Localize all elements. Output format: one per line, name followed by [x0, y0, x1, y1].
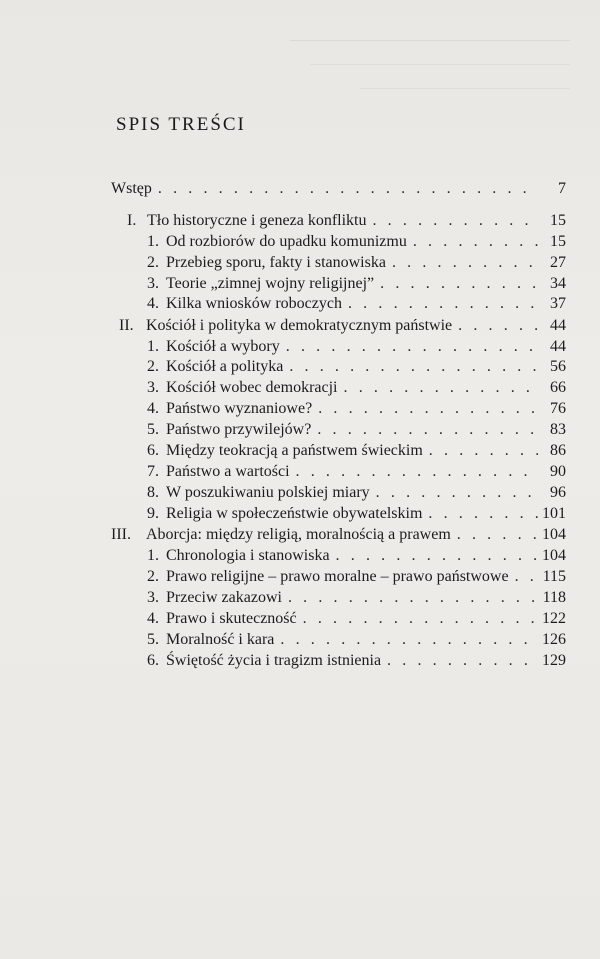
leader-dots	[158, 179, 538, 199]
toc-chapter[interactable]	[147, 232, 566, 252]
toc-chapter[interactable]	[147, 609, 566, 629]
toc-entry-page: 7	[558, 180, 566, 197]
chapter-number: 6.	[147, 442, 159, 459]
leader-dots	[372, 211, 538, 231]
leader-dots	[318, 399, 538, 419]
toc-chapter[interactable]	[147, 588, 566, 608]
part-page: 104	[542, 526, 566, 543]
page-title: SPIS TREŚCI	[116, 114, 246, 135]
chapter-label: Od rozbiorów do upadku komunizmu	[166, 233, 407, 250]
toc-chapter[interactable]	[147, 294, 566, 314]
toc-part-2[interactable]	[119, 316, 566, 336]
part-number: I.	[127, 212, 137, 229]
toc-chapter[interactable]	[147, 546, 566, 566]
chapter-label: Przeciw zakazowi	[166, 589, 282, 606]
leader-dots	[392, 253, 538, 273]
chapter-label: Kościół wobec demokracji	[166, 379, 338, 396]
chapter-page: 96	[550, 484, 566, 501]
toc-chapter[interactable]	[147, 420, 566, 440]
toc-chapter[interactable]	[147, 630, 566, 650]
chapter-label: Prawo i skuteczność	[166, 610, 297, 627]
leader-dots	[280, 630, 538, 650]
chapter-number: 4.	[147, 400, 159, 417]
chapter-page: 27	[550, 254, 566, 271]
chapter-label: Między teokracją a państwem świeckim	[166, 442, 423, 459]
part-number: II.	[119, 317, 134, 334]
leader-dots	[288, 588, 538, 608]
leader-dots	[457, 525, 538, 545]
toc-chapter[interactable]	[147, 337, 566, 357]
chapter-page: 126	[542, 631, 566, 648]
chapter-label: Państwo przywilejów?	[166, 421, 312, 438]
chapter-number: 7.	[147, 463, 159, 480]
chapter-number: 5.	[147, 421, 159, 438]
chapter-page: 86	[550, 442, 566, 459]
chapter-number: 3.	[147, 589, 159, 606]
chapter-page: 76	[550, 400, 566, 417]
leader-dots	[303, 609, 538, 629]
chapter-number: 6.	[147, 652, 159, 669]
leader-dots	[336, 546, 538, 566]
leader-dots	[376, 483, 538, 503]
chapter-page: 104	[542, 547, 566, 564]
part-label: Aborcja: między religią, moralnością a prawem	[146, 526, 451, 543]
part-page: 15	[550, 212, 566, 229]
part-label: Kościół i polityka w demokratycznym państwie	[146, 317, 453, 334]
leader-dots	[515, 567, 538, 587]
toc-chapter[interactable]	[147, 483, 566, 503]
leader-dots	[317, 420, 538, 440]
chapter-number: 3.	[147, 275, 159, 292]
leader-dots	[428, 504, 538, 524]
leader-dots	[286, 337, 538, 357]
chapter-page: 115	[542, 568, 566, 585]
chapter-label: Kościół a polityka	[166, 358, 284, 375]
chapter-page: 15	[550, 233, 566, 250]
chapter-page: 66	[550, 379, 566, 396]
chapter-number: 2.	[147, 358, 159, 375]
chapter-number: 1.	[147, 547, 159, 564]
chapter-label: Chronologia i stanowiska	[166, 547, 330, 564]
toc-chapter[interactable]	[147, 274, 566, 294]
chapter-label: W poszukiwaniu polskiej miary	[166, 484, 370, 501]
leader-dots	[289, 357, 538, 377]
bleed-through-shadow	[290, 40, 570, 51]
chapter-number: 3.	[147, 379, 159, 396]
leader-dots	[429, 441, 538, 461]
part-page: 44	[550, 317, 566, 334]
chapter-label: Państwo a wartości	[166, 463, 290, 480]
chapter-page: 90	[550, 463, 566, 480]
chapter-page: 56	[550, 358, 566, 375]
toc-entry-intro[interactable]	[111, 179, 566, 199]
toc-chapter[interactable]	[147, 651, 566, 671]
chapter-number: 2.	[147, 568, 159, 585]
chapter-number: 8.	[147, 484, 159, 501]
chapter-page: 122	[542, 610, 566, 627]
toc-chapter[interactable]	[147, 378, 566, 398]
chapter-label: Kilka wniosków roboczych	[166, 295, 342, 312]
chapter-label: Religia w społeczeństwie obywatelskim	[166, 505, 423, 522]
toc-chapter[interactable]	[147, 357, 566, 377]
toc-part-3[interactable]	[111, 525, 566, 545]
chapter-number: 4.	[147, 610, 159, 627]
chapter-number: 2.	[147, 254, 159, 271]
chapter-label: Prawo religijne – prawo moralne – prawo państwowe	[166, 568, 509, 585]
toc-chapter[interactable]	[147, 462, 566, 482]
leader-dots	[344, 378, 539, 398]
toc-chapter[interactable]	[147, 399, 566, 419]
bleed-through-shadow	[310, 64, 570, 75]
chapter-label: Państwo wyznaniowe?	[166, 400, 313, 417]
chapter-label: Teorie „zimnej wojny religijnej”	[166, 275, 375, 292]
leader-dots	[413, 232, 538, 252]
chapter-page: 129	[542, 652, 566, 669]
chapter-number: 1.	[147, 338, 159, 355]
bleed-through-shadow	[360, 88, 570, 99]
chapter-page: 34	[550, 275, 566, 292]
chapter-number: 5.	[147, 631, 159, 648]
chapter-label: Przebieg sporu, fakty i stanowiska	[166, 254, 386, 271]
leader-dots	[387, 651, 538, 671]
toc-chapter[interactable]	[147, 567, 566, 587]
chapter-label: Kościół a wybory	[166, 338, 280, 355]
chapter-page: 101	[542, 505, 566, 522]
toc-chapter[interactable]	[147, 441, 566, 461]
part-number: III.	[111, 526, 131, 543]
chapter-page: 37	[550, 295, 566, 312]
chapter-label: Moralność i kara	[166, 631, 275, 648]
chapter-page: 118	[542, 589, 566, 606]
chapter-page: 44	[550, 338, 566, 355]
chapter-number: 4.	[147, 295, 159, 312]
toc-chapter[interactable]	[147, 253, 566, 273]
leader-dots	[296, 462, 538, 482]
chapter-page: 83	[550, 421, 566, 438]
toc-entry-label: Wstęp	[111, 180, 152, 197]
part-label: Tło historyczne i geneza konfliktu	[147, 212, 367, 229]
leader-dots	[458, 316, 538, 336]
leader-dots	[380, 274, 538, 294]
chapter-label: Świętość życia i tragizm istnienia	[166, 652, 382, 669]
leader-dots	[348, 294, 538, 314]
chapter-number: 9.	[147, 505, 159, 522]
chapter-number: 1.	[147, 233, 159, 250]
toc-chapter[interactable]	[147, 504, 566, 524]
toc-part-1[interactable]	[127, 211, 566, 231]
